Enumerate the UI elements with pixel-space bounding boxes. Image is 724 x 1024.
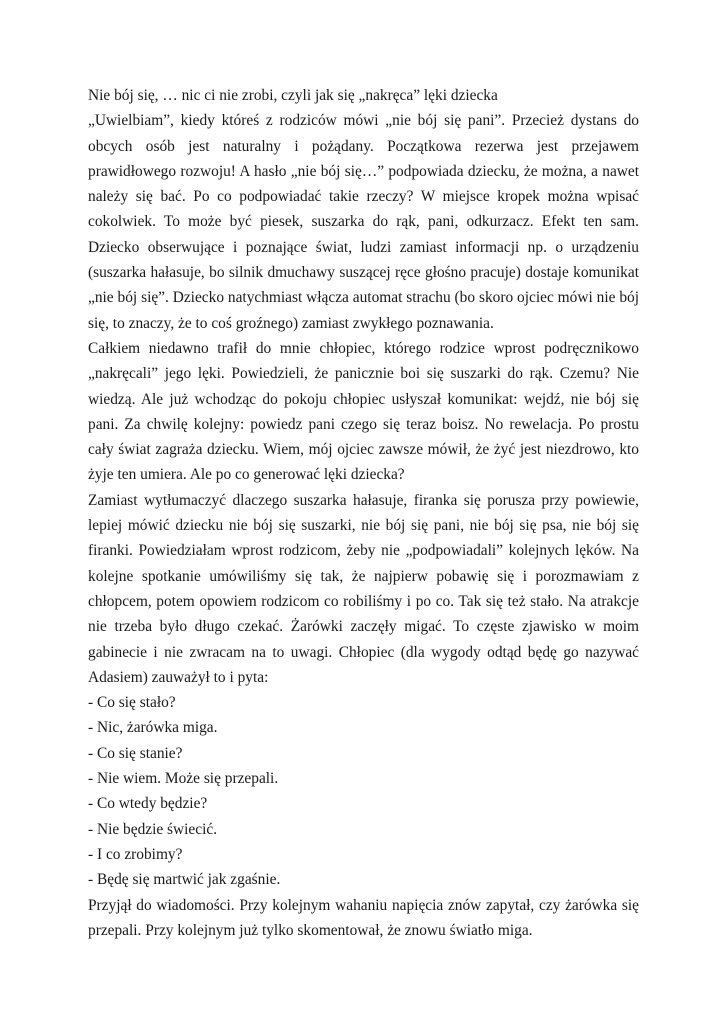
document-title: Nie bój się, … nic ci nie zrobi, czyli jak się „nakręca” lęki dziecka xyxy=(88,87,498,104)
dialogue-line: - Będę się martwić jak zgaśnie. xyxy=(88,871,281,889)
paragraph-closing: Przyjął do wiadomości. Przy kolejnym wahaniu napięcia znów zapytał, czy żarówka się przepali. Przy kolejnym już tylko skomentował, że znowu światło miga. xyxy=(88,896,639,939)
paragraph-session: Zamiast wytłumaczyć dlaczego suszarka hałasuje, firanka się porusza przy powiewie, lepiej mówić dziecku nie bój się suszarki, nie bój się pani, nie bój się psa, nie bój się firanki. Powiedziałam wprost rodzicom, żeby nie „podpowiadali” kolejnych lęków. Na kolejne spotkanie umówiliśmy się tak, że najpierw pobawię się i porozmawiam z chłopcem, potem opowiem rodzicom co robiliśmy i po co. Tak się też stało. Na atrakcje nie trzeba było długo czekać. Żarówki zaczęły migać. To częste zjawisko w moim gabinecie i nie zwracam na to uwagi. Chłopiec (dla wygody odtąd będę go nazywać Adasiem) zauważył to i pyta: xyxy=(88,491,639,686)
paragraph-intro: „Uwielbiam”, kiedy któreś z rodziców mówi „nie bój się pani”. Przecież dystans do obcych osób jest naturalny i pożądany. Początkowa rezerwa jest przejawem prawidłowego rozwoju! A hasło „nie bój się…” podpowiada dziecku, że można, a nawet należy się bać. Po co podpowiadać takie rzeczy? W miejsce kropek można wpisać cokolwiek. To może być piesek, suszarka do rąk, pani, odkurzacz. Efekt ten sam. Dziecko obserwujące i poznające świat, ludzi zamiast informacji np. o urządzeniu (suszarka hałasuje, bo silnik dmuchawy suszącej ręce głośno pracuje) dostaje komunikat „nie bój się”. Dziecko natychmiast włącza automat strachu (bo skoro ojciec mówi nie bój się, to znaczy, że to coś groźnego) zamiast zwykłego poznawania. xyxy=(88,112,639,332)
dialogue-line: - Nic, żarówka miga. xyxy=(88,719,218,737)
dialogue-line: - Nie będzie świecić. xyxy=(88,820,218,838)
dialogue-line: - Co się stanie? xyxy=(88,744,183,762)
dialogue-line: - Co wtedy będzie? xyxy=(88,795,208,813)
dialogue-list xyxy=(88,690,639,892)
dialogue-line: - Co się stało? xyxy=(88,694,176,712)
document-page xyxy=(88,83,639,943)
dialogue-line: - I co zrobimy? xyxy=(88,845,183,863)
dialogue-line: - Nie wiem. Może się przepali. xyxy=(88,770,279,788)
paragraph-case: Całkiem niedawno trafił do mnie chłopiec, którego rodzice wprost podręcznikowo „nakręcali” jego lęki. Powiedzieli, że panicznie boi się suszarki do rąk. Czemu? Nie wiedzą. Ale już wchodząc do pokoju chłopiec usłyszał komunikat: wejdź, nie bój się pani. Za chwilę kolejny: powiedz pani czego się teraz boisz. No rewelacja. Po prostu cały świat zagraża dziecku. Wiem, mój ojciec zawsze mówił, że żyć jest niezdrowo, kto żyje ten umiera. Ale po co generować lęki dziecka? xyxy=(88,339,639,484)
